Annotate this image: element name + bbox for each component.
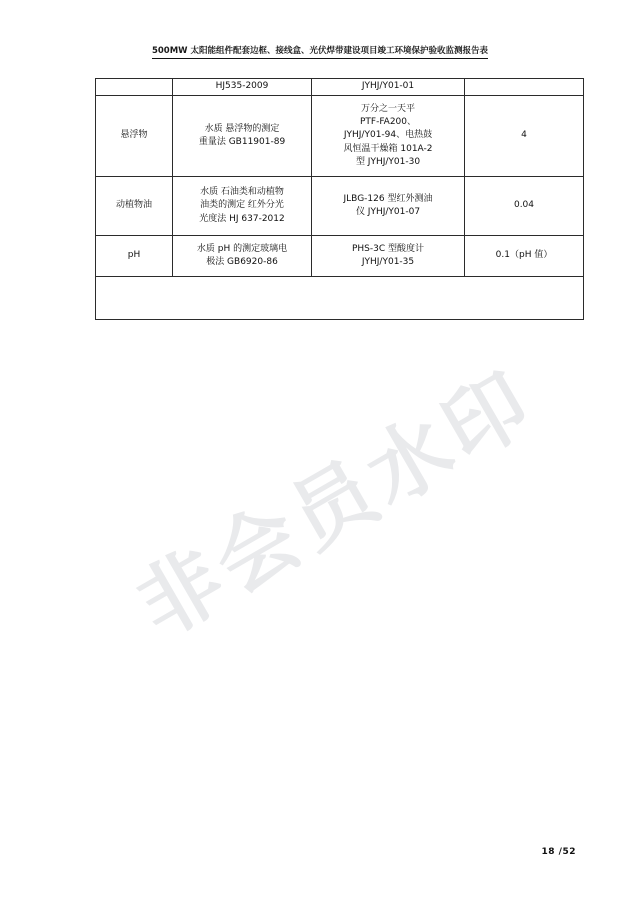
table-row	[96, 96, 584, 177]
text-line: JYHJ/Y01-35	[361, 257, 415, 267]
cell-method	[173, 96, 312, 177]
cell-detection-limit: 0.1（pH 值）	[465, 236, 584, 277]
watermark-text: 非会员水印	[122, 353, 551, 656]
text-line: 油类的测定 红外分光	[200, 200, 284, 211]
cell-method: HJ535-2009	[173, 79, 312, 96]
cell-method	[173, 177, 312, 236]
text-line: PHS-3C 型酸度计	[351, 243, 425, 254]
text-line: 光度法 HJ 637-2012	[199, 213, 285, 224]
cell-pollutant: 悬浮物	[96, 96, 173, 177]
text-line: 重量法 GB11901-89	[198, 137, 286, 147]
table-row	[96, 79, 584, 96]
text-line: 水质 悬浮物的测定	[204, 123, 280, 134]
text-line: 万分之一天平	[360, 104, 415, 115]
text-line: JLBG-126 型红外测油	[343, 193, 433, 204]
text-line: 仪 JYHJ/Y01-07	[355, 207, 421, 217]
cell-detection-limit: 0.04	[465, 177, 584, 236]
cell-empty	[96, 277, 584, 320]
cell-instrument	[312, 177, 465, 236]
monitoring-methods-table	[95, 78, 553, 320]
text-line: JYHJ/Y01-94、电热鼓	[343, 130, 433, 141]
cell-pollutant: pH	[96, 236, 173, 277]
text-line: 极法 GB6920-86	[206, 257, 278, 267]
cell-instrument	[312, 96, 465, 177]
cell-detection-limit	[465, 79, 584, 96]
table-row	[96, 177, 584, 236]
cell-pollutant	[96, 79, 173, 96]
text-line: 水质 pH 的测定玻璃电	[196, 243, 288, 254]
text-line: 水质 石油类和动植物	[200, 187, 284, 198]
cell-instrument	[312, 236, 465, 277]
document-header	[0, 44, 640, 59]
table-row	[96, 277, 584, 320]
text-line: 型 JYHJ/Y01-30	[355, 156, 421, 167]
cell-method	[173, 236, 312, 277]
page-number: 18 /52	[541, 847, 576, 857]
text-line: PTF-FA200、	[359, 117, 417, 128]
text-line: 风恒温干燥箱 101A-2	[343, 143, 433, 154]
document-header-title: 500MW 太阳能组件配套边框、接线盒、光伏焊带建设项目竣工环境保护验收监测报告表	[152, 44, 488, 59]
table-row	[96, 236, 584, 277]
cell-instrument: JYHJ/Y01-01	[312, 79, 465, 96]
cell-pollutant: 动植物油	[96, 177, 173, 236]
cell-detection-limit: 4	[465, 96, 584, 177]
